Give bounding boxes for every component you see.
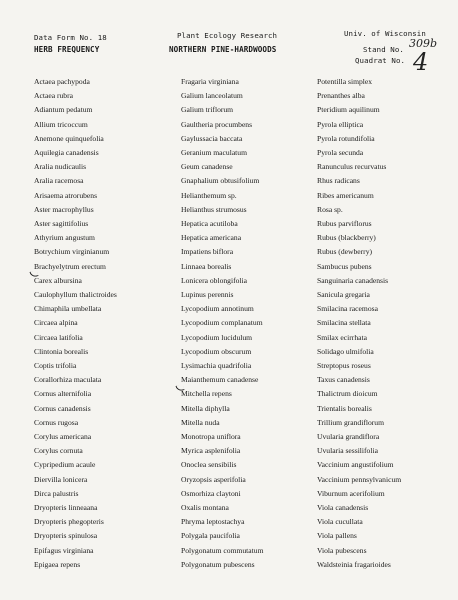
species-item: Smilacina racemosa xyxy=(317,304,378,314)
species-item: Oxalis montana xyxy=(181,503,229,512)
species-item: Aquilegia canadensis xyxy=(34,148,99,157)
species-item: Viola pubescens xyxy=(317,545,367,555)
species-item: Sambucus pubens xyxy=(317,261,372,271)
species-item: Aster macrophyllus xyxy=(34,204,94,214)
species-item: Anemone quinquefolia xyxy=(34,133,104,143)
species-item: Arisaema atrorubens xyxy=(34,190,98,200)
species-item: Myrica asplenifolia xyxy=(181,446,241,456)
species-item: Helianthus strumosus xyxy=(181,204,247,214)
species-item: Aralia nudicaulis xyxy=(34,162,87,172)
species-item: Fragaria virginiana xyxy=(181,77,239,86)
species-item: Dryopteris phegopteris xyxy=(34,517,104,527)
species-item: Coptis trifolia xyxy=(34,361,77,370)
species-item: Cypripedium acaule xyxy=(34,460,96,470)
species-item: Onoclea sensibilis xyxy=(181,460,237,470)
species-item: Lupinus perennis xyxy=(181,290,234,299)
species-item: Actaea rubra xyxy=(34,91,73,101)
species-item: Geum canadense xyxy=(181,162,233,172)
species-item: Epigaea repens xyxy=(34,559,81,569)
species-item: Monotropa uniflora xyxy=(181,432,241,441)
species-item: Pyrola secunda xyxy=(317,148,364,157)
species-item: Rubus parviflorus xyxy=(317,219,372,228)
species-item: Cornus rugosa xyxy=(34,417,79,427)
species-item: Gnaphalium obtusifolium xyxy=(181,176,260,186)
species-item: Uvularia sessilifolia xyxy=(317,446,378,456)
species-item: Oryzopsis asperifolia xyxy=(181,474,246,484)
species-item: Pyrola rotundifolia xyxy=(317,133,375,143)
species-item: Clintonia borealis xyxy=(34,346,89,356)
species-item: Corylus cornuta xyxy=(34,446,83,456)
species-item: Lycopodium obscurum xyxy=(181,346,252,356)
organization-name: Plant Ecology Research xyxy=(177,31,278,40)
species-item: Uvularia grandiflora xyxy=(317,432,380,441)
species-item: Dryopteris linneaana xyxy=(34,503,98,512)
species-item: Viola pallens xyxy=(317,531,357,541)
species-item: Gaylussacia baccata xyxy=(181,133,243,143)
species-item: Vaccinium angustifolium xyxy=(317,460,394,470)
species-item: Helianthemum sp. xyxy=(181,190,237,200)
species-item: Dirca palustris xyxy=(34,488,79,498)
stand-number-handwritten: 309b xyxy=(409,37,438,50)
species-item: Smilax ecirrhata xyxy=(317,332,367,342)
species-item: Rhus radicans xyxy=(317,176,360,186)
species-item: Mitella nuda xyxy=(181,417,220,427)
species-item: Vaccinium pennsylvanicum xyxy=(317,474,402,484)
species-item: Trillium grandiflorum xyxy=(317,417,385,427)
species-item: Streptopus roseus xyxy=(317,361,371,370)
species-item: Lycopodium complanatum xyxy=(181,318,263,328)
species-item: Chimaphila umbellata xyxy=(34,304,102,314)
species-item: Actaea pachypoda xyxy=(34,77,90,86)
species-item: Cornus canadensis xyxy=(34,403,91,413)
quadrat-label: Quadrat No. xyxy=(355,56,406,65)
species-item: Circaea latifolia xyxy=(34,332,83,342)
stand-label: Stand No. xyxy=(363,45,404,54)
species-item: Corylus americana xyxy=(34,432,92,441)
species-item: Pyrola elliptica xyxy=(317,119,364,129)
species-item: Galium lanceolatum xyxy=(181,91,243,101)
species-item: Carex albursina xyxy=(34,275,82,285)
species-item: Viburnum acerifolium xyxy=(317,488,385,498)
species-item: Thalictrum dioicum xyxy=(317,389,378,399)
species-item: Corallorhiza maculata xyxy=(34,375,102,385)
species-item: Maianthemum canadense xyxy=(181,375,259,385)
forest-type-title: NORTHERN PINE-HARDWOODS xyxy=(169,45,277,54)
species-item: Lycopodium annotinum xyxy=(181,304,254,314)
species-item: Smilacina stellata xyxy=(317,318,371,328)
species-item: Lycopodium lucidulum xyxy=(181,332,253,342)
species-item: Allium tricoccum xyxy=(34,119,88,129)
species-item: Ribes americanum xyxy=(317,190,374,200)
species-item: Polygonatum pubescens xyxy=(181,559,255,569)
species-item: Sanicula gregaria xyxy=(317,290,370,299)
form-title: HERB FREQUENCY xyxy=(34,45,100,54)
species-item: Mitella diphylla xyxy=(181,403,230,413)
species-item: Sanguinaria canadensis xyxy=(317,275,389,285)
species-item: Impatiens biflora xyxy=(181,247,234,257)
species-item: Hepatica acutiloba xyxy=(181,219,238,228)
species-item: Osmorhiza claytoni xyxy=(181,488,241,498)
species-item: Taxus canadensis xyxy=(317,375,370,385)
species-item: Lonicera oblongifolia xyxy=(181,275,248,285)
quadrat-number-handwritten: 4 xyxy=(413,48,429,76)
species-item: Rosa sp. xyxy=(317,204,343,214)
university-name: Univ. of Wisconsin xyxy=(344,29,426,38)
species-item: Linnaea borealis xyxy=(181,261,232,271)
species-item: Botrychium virginianum xyxy=(34,247,110,257)
species-item: Aster sagittifolius xyxy=(34,219,89,228)
species-item: Athyrium angustum xyxy=(34,233,95,243)
species-item: Viola canadensis xyxy=(317,503,369,512)
species-item: Pteridium aquilinum xyxy=(317,105,380,115)
species-item: Phryma leptostachya xyxy=(181,517,245,527)
species-item: Lysimachia quadrifolia xyxy=(181,361,252,370)
species-item: Aralia racemosa xyxy=(34,176,84,186)
species-item: Rubus (blackberry) xyxy=(317,233,376,243)
species-item: Polygala paucifolia xyxy=(181,531,240,541)
species-item: Prenanthes alba xyxy=(317,91,365,101)
species-item: Rubus (dewberry) xyxy=(317,247,373,257)
form-number: Data Form No. 18 xyxy=(34,33,107,42)
species-item: Gaultheria procumbens xyxy=(181,119,253,129)
species-item: Diervilla lonicera xyxy=(34,474,88,484)
species-item: Caulophyllum thalictroides xyxy=(34,290,117,299)
species-item: Dryopteris spinulosa xyxy=(34,531,98,541)
species-item: Galium triflorum xyxy=(181,105,234,115)
species-item: Mitchella repens xyxy=(181,389,232,399)
species-item: Geranium maculatum xyxy=(181,148,248,157)
species-item: Solidago ulmifolia xyxy=(317,346,374,356)
species-item: Waldsteinia fragarioides xyxy=(317,559,391,569)
species-item: Polygonatum commutatum xyxy=(181,545,264,555)
species-item: Adiantum pedatum xyxy=(34,105,93,115)
species-item: Circaea alpina xyxy=(34,318,78,328)
species-item: Ranunculus recurvatus xyxy=(317,162,387,172)
species-item: Trientalis borealis xyxy=(317,403,372,413)
species-item: Brachyelytrum erectum xyxy=(34,261,106,271)
species-item: Potentilla simplex xyxy=(317,77,373,86)
species-item: Epifagus virginiana xyxy=(34,545,94,555)
species-item: Viola cucullata xyxy=(317,517,363,527)
species-item: Hepatica americana xyxy=(181,233,242,243)
species-item: Cornus alternifolia xyxy=(34,389,92,399)
